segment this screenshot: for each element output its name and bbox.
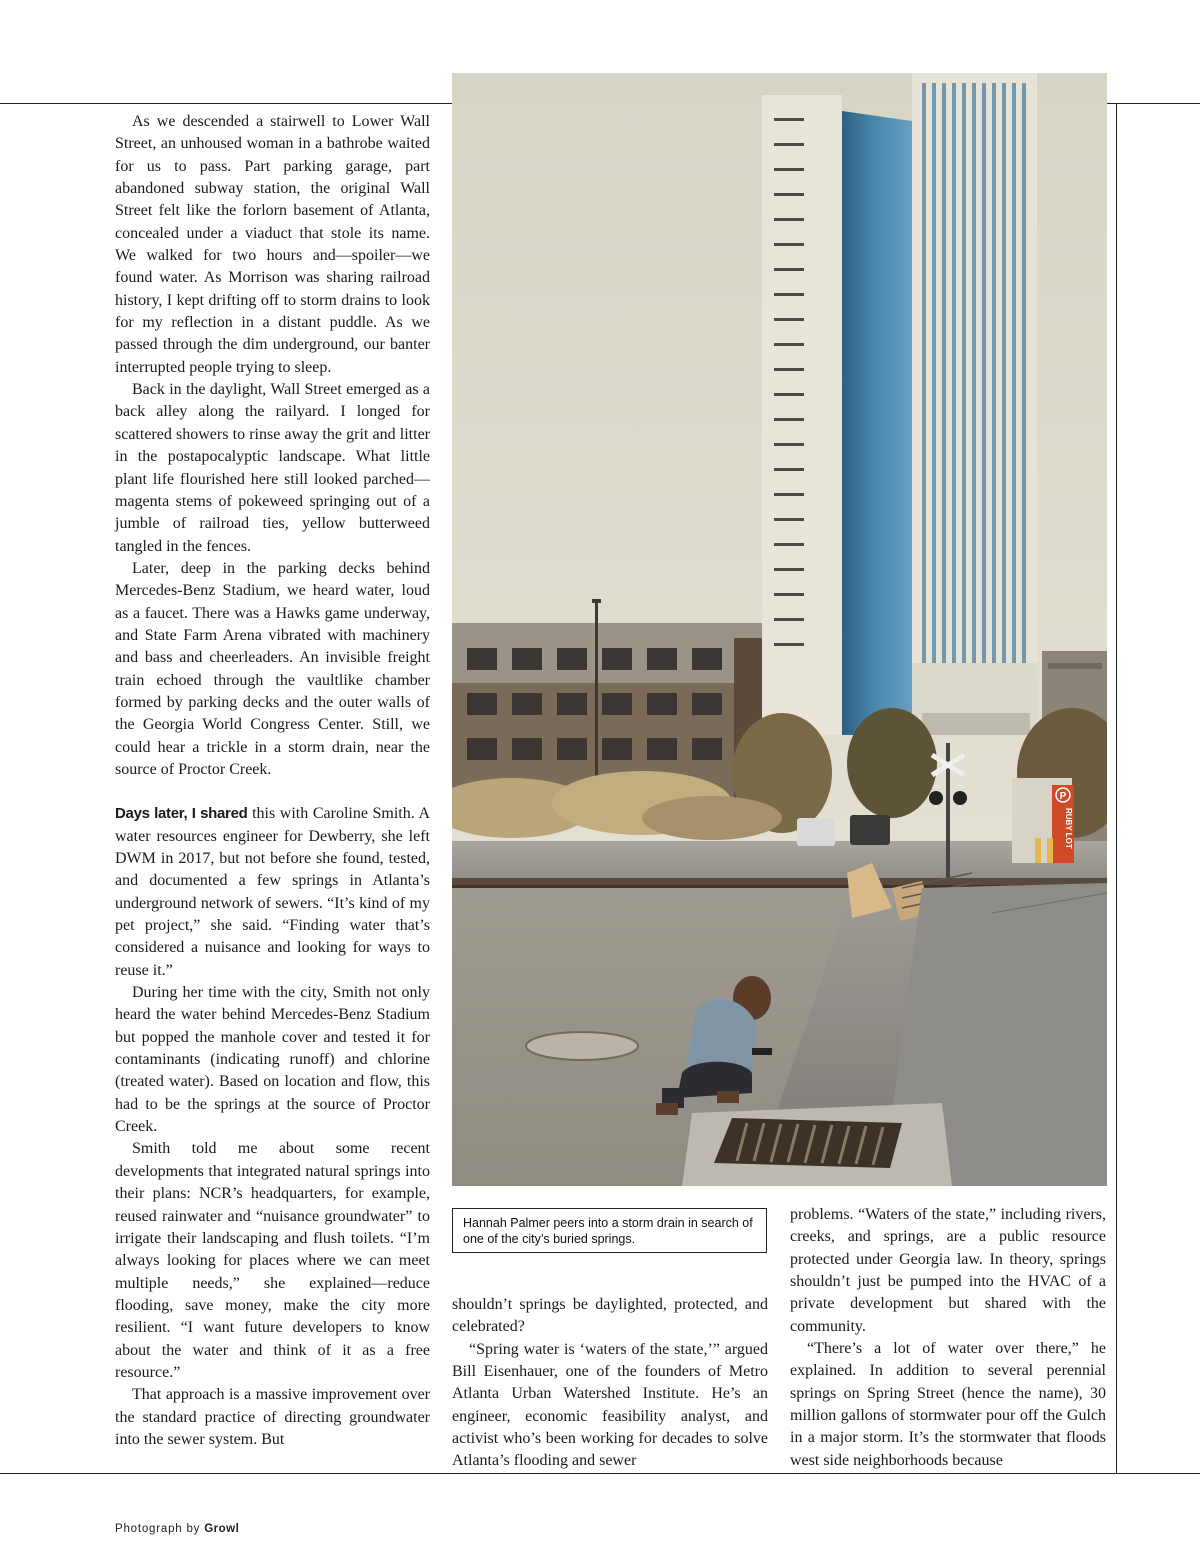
section-lead-rest: this with Caroline Smith. A water resources engineer for Dewberry, she left DWM in 2017, but not before she found, tested, and documented a few springs in Atlanta’s underground network of sewers. “It’s kind of my pet project,” she said. “Finding water that’s considered a nuisance and looking for ways to reuse it.” <box>115 805 431 979</box>
article-column-middle <box>452 1294 768 1473</box>
parked-truck <box>797 818 835 846</box>
paragraph: “Spring water is ‘waters of the state,’” argued Bill Eisenhauer, one of the founders of Metro Atlanta Urban Watershed Institute. He’s an engineer, economic feasibility analyst, and activist who’s been working for decades to solve Atlanta’s flooding and sewer <box>452 1340 768 1470</box>
tower-concrete-wing <box>762 95 842 735</box>
paragraph: Smith told me about some recent developments that integrated natural springs into their plans: NCR’s headquarters, for example, reused rainwater and “nuisance groundwater” to irrigate their landscaping and flush toilets. “I’m always looking for places where we can meet multiple needs,” she explained—reduce flooding, save money, make the city more resilient. “I want future developers to know about the water and think of it as a free resource.” <box>115 1140 430 1381</box>
section-lead-in: Days later, I shared <box>115 805 248 823</box>
photographer-name: Growl <box>204 1523 240 1535</box>
top-rule-left <box>0 103 452 104</box>
right-margin-rule <box>1116 103 1117 1473</box>
bottom-rule <box>0 1473 1200 1474</box>
article-column-left <box>115 111 430 1451</box>
photo-credit-prefix: Photograph by <box>115 1523 205 1535</box>
paragraph: Back in the daylight, Wall Street emerged as a back alley along the railyard. I longed for scattered showers to rinse away the grit and litter in the postapocalyptic landscape. What little plant life flourished here still looked parched—magenta stems of pokeweed springing out of a jumble of railroad ties, yellow butterweed tangled in the fences. <box>115 381 430 555</box>
parking-sign-letter: P <box>1059 791 1067 802</box>
parking-lot <box>452 841 1107 881</box>
section-paragraph <box>115 803 430 982</box>
paragraph: “There’s a lot of water over there,” he explained. In addition to several perennial springs on Spring Street (hence the name), 30 million gallons of stormwater pour off the Gulch in a major storm. It’s the stormwater that floods west side neighborhoods because <box>790 1340 1106 1469</box>
paragraph: During her time with the city, Smith not only heard the water behind Mercedes-Benz Stadium but popped the manhole cover and tested it for contaminants (indicating runoff) and chlorine (treated water). Based on location and flow, this had to be the springs at the source of Proctor Creek. <box>115 984 430 1136</box>
light-pole <box>595 601 598 801</box>
tower-glass-facade <box>842 111 912 735</box>
paragraph: That approach is a massive improvement over the standard practice of directing groundwater into the sewer system. But <box>115 1386 430 1448</box>
paragraph: problems. “Waters of the state,” including rivers, creeks, and springs, are a public resource protected under Georgia law. In theory, springs shouldn’t just be pumped into the HVAC of a private development but shared with the community. <box>790 1206 1106 1335</box>
article-column-right <box>790 1204 1106 1472</box>
photograph <box>452 73 1107 1186</box>
paragraph: Later, deep in the parking decks behind Mercedes-Benz Stadium, we heard water, loud as a faucet. There was a Hawks game underway, and State Farm Arena vibrated with machinery and bass and cheerleaders. An invisible freight train echoed through the vaultlike chamber formed by parking decks and the outer walls of the Georgia World Congress Center. Still, we could hear a trickle in a storm drain, near the source of Proctor Creek. <box>115 559 430 778</box>
manhole-cover <box>526 1032 638 1060</box>
parking-sign-text: RUBY LOT <box>1064 808 1073 849</box>
paragraph: shouldn’t springs be daylighted, protected, and celebrated? <box>452 1296 768 1336</box>
paragraph: As we descended a stairwell to Lower Wall Street, an unhoused woman in a bathrobe waited for us to pass. Part parking garage, part abandoned subway station, the original Wall Street felt like the forlorn basement of Atlanta, concealed under a viaduct that stole its name. We walked for two hours and—spoiler—we found water. As Morrison was sharing railroad history, I kept drifting off to storm drains to look for my reflection in a distant puddle. As we passed through the dim underground, our banter interrupted people trying to sleep. <box>115 113 430 376</box>
photo-caption: Hannah Palmer peers into a storm drain in search of one of the city’s buried springs. <box>452 1208 767 1253</box>
photo-credit <box>115 1523 239 1535</box>
top-rule-right <box>1107 103 1200 104</box>
